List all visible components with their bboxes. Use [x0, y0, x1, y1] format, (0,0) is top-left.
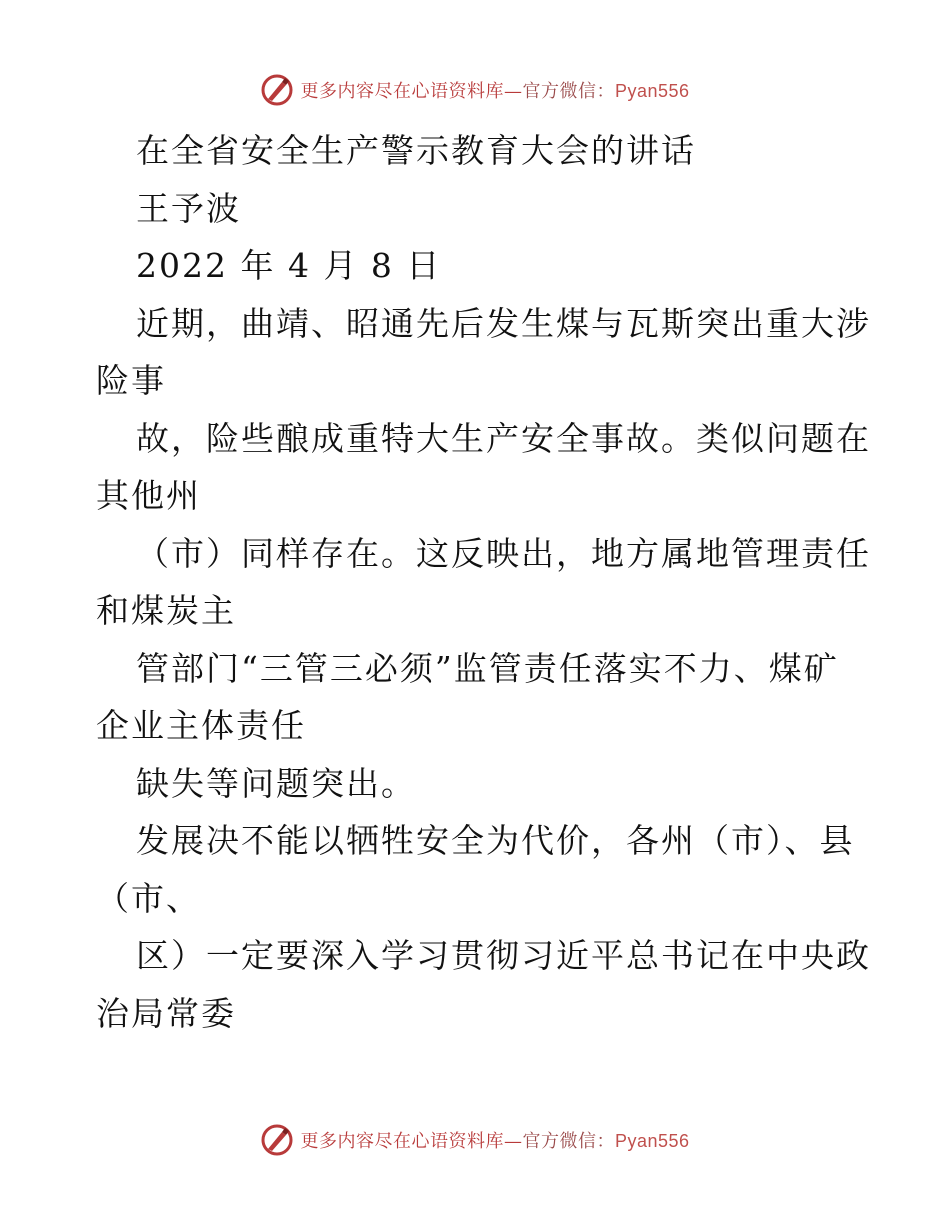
document-line: 区）一定要深入学习贯彻习近平总书记在中央政	[136, 936, 871, 975]
document-line: （市）同样存在。这反映出，地方属地管理责任	[136, 533, 871, 573]
footer-watermark-banner	[0, 1120, 950, 1160]
banner-text	[300, 1127, 689, 1153]
document-body	[96, 122, 871, 1042]
document-line: 险事	[96, 361, 166, 400]
banner-main-text: 更多内容尽在心语资料库	[300, 81, 504, 102]
banner-dash: —	[503, 81, 523, 102]
document-line: 在全省安全生产警示教育大会的讲话	[136, 131, 696, 170]
document-line: 企业主体责任	[96, 706, 306, 745]
document-line: 治局常委	[96, 993, 236, 1033]
document-line: （市、	[96, 878, 201, 918]
document-line: 2022 年 4 月 8 日	[136, 246, 442, 285]
document-line: 近期，曲靖、昭通先后发生煤与瓦斯突出重大涉	[136, 303, 871, 343]
document-line: 缺失等问题突出。	[136, 763, 416, 803]
banner-text	[300, 77, 689, 103]
document-line: 王予波	[136, 188, 241, 228]
banner-wechat-id: Pyan556	[614, 81, 690, 101]
document-line: 其他州	[96, 476, 201, 515]
banner-dash: —	[503, 1131, 523, 1152]
document-line: 发展决不能以牺牲安全为代价，各州（市）、县	[136, 821, 855, 860]
banner-main-text: 更多内容尽在心语资料库	[300, 1131, 504, 1152]
document-line: 故，险些酿成重特大生产安全事故。类似问题在	[136, 418, 871, 458]
header-watermark-banner	[0, 70, 950, 110]
banner-wechat-label: 官方微信：	[522, 81, 615, 102]
banner-wechat-id: Pyan556	[614, 1131, 690, 1151]
document-line: 管部门“三管三必须”监管责任落实不力、煤矿	[136, 648, 839, 688]
pen-logo-icon	[260, 73, 294, 107]
banner-wechat-label: 官方微信：	[522, 1131, 615, 1152]
document-line: 和煤炭主	[96, 591, 236, 630]
pen-logo-icon	[260, 1123, 294, 1157]
